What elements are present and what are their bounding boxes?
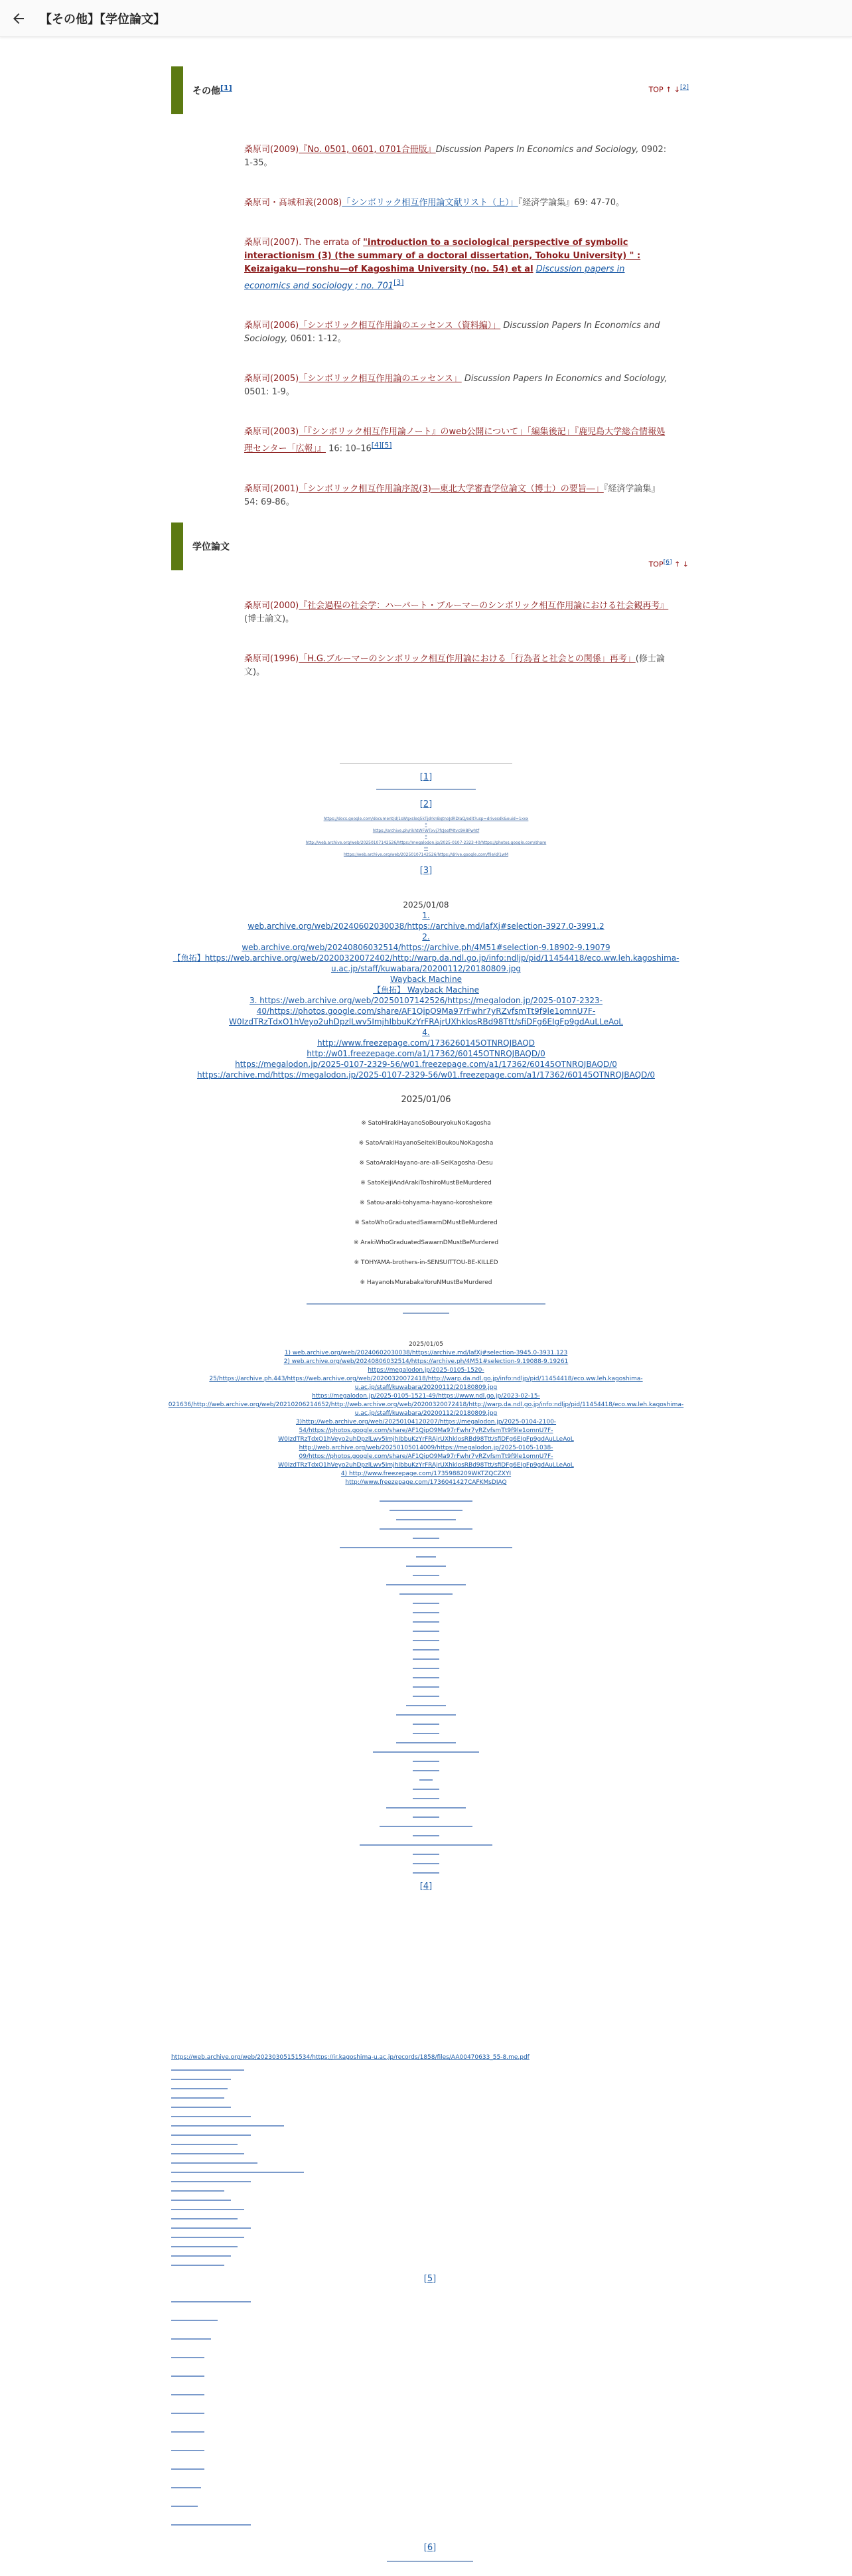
- link-line[interactable]: [413, 1789, 439, 1790]
- list-item: [244, 426, 669, 455]
- name-item: ※ ArakiWhoGraduatedSawarnDMustBeMurdered: [353, 1240, 499, 1246]
- archive-link[interactable]: https://web.archive.org/web/20230305151534/https://ir.kagoshima-u.ac.jp/records/1858/files/AA00470633_55-8.me.pdf: [171, 2054, 530, 2061]
- name-list: [166, 1113, 686, 1293]
- list-item: [244, 600, 669, 626]
- archive-link-6[interactable]: https://web.archive.org/web/20250107142526/https://drive.google.com/file/d/1wM: [343, 852, 509, 857]
- link-line[interactable]: [406, 1705, 446, 1706]
- archive-link-4[interactable]: https://megalodon.jp/2025-0105-1521-49/https://www.ndl.go.jp/2023-02-15-: [312, 1393, 540, 1400]
- link-line[interactable]: [171, 2255, 231, 2257]
- name-item: ※ HayanoIsMurabakaYoruNMustBeMurdered: [360, 1279, 492, 1286]
- link-line[interactable]: [416, 1556, 436, 1558]
- footnote-link[interactable]: [6]: [663, 558, 672, 566]
- date-heading: 2025/01/06: [401, 1095, 451, 1105]
- link-line[interactable]: [171, 2394, 204, 2395]
- archive-link-1[interactable]: web.archive.org/web/20240602030038/https://archive.md/lafXj#selection-3927.0-3991.2: [248, 922, 604, 931]
- link-line[interactable]: [171, 2246, 238, 2247]
- link-line[interactable]: [171, 2069, 244, 2071]
- link-line[interactable]: [396, 1519, 456, 1520]
- link-line[interactable]: [171, 2218, 238, 2219]
- entry-details: 『経済学論集』54: 69-86。: [244, 483, 660, 507]
- link-line[interactable]: [413, 1668, 439, 1669]
- link-line[interactable]: [171, 2237, 244, 2238]
- app-bar: [0, 0, 852, 37]
- entry-details: (博士論文)。: [244, 613, 295, 624]
- archive-link-8[interactable]: W0IzdTRzTdxO1hVeyo2uhDpzlLwv5ImjhIbbuKzYrFRAjrUXhklosRBd98Ttt/sfiDFg6EIgFp9gdAuLLeAoL: [278, 1436, 574, 1443]
- link-line[interactable]: [390, 1510, 462, 1511]
- divider: [387, 2561, 473, 2562]
- list-item: [244, 197, 669, 210]
- top-link[interactable]: TOP: [648, 85, 664, 94]
- link-line[interactable]: [413, 1770, 439, 1771]
- link-line[interactable]: [413, 1854, 439, 1855]
- archive-link-2[interactable]: https://archive.ph/rikhtWFWTxvj7fcJeofMtvc9H8Pwhtf: [372, 829, 480, 833]
- entry-author: 桑原司(2005): [244, 374, 299, 384]
- name-item: ※ SatoWhoGraduatedSawarnDMustBeMurdered: [354, 1220, 498, 1226]
- name-item: ※ SatoArakiHayanoSeitekiBoukouNoKagosha: [358, 1140, 494, 1147]
- link-line[interactable]: [413, 1798, 439, 1799]
- top-link[interactable]: TOP: [648, 560, 664, 569]
- link-line[interactable]: [171, 2190, 224, 2192]
- divider: [403, 1313, 449, 1314]
- link-line[interactable]: [171, 2357, 204, 2358]
- link-line[interactable]: [171, 2162, 257, 2164]
- entry-author: 桑原司(1996): [244, 653, 299, 664]
- archive-link-3[interactable]: web.archive.org/web/20240806032514/https://archive.ph/4M51#selection-9.18902-9.19079: [242, 943, 610, 952]
- link-line[interactable]: [171, 2088, 228, 2089]
- footnote-link[interactable]: [3]: [393, 278, 404, 287]
- name-item: ※ SatoKeijiAndArakiToshiroMustBeMurdered: [360, 1180, 492, 1186]
- entry-details: 0902: 1-35。: [244, 145, 667, 168]
- main-content: [171, 66, 689, 679]
- entry-title-link[interactable]: 『社会過程の社会学：ハーバート・ブルーマーのシンボリック相互作用論における社会観再考』: [299, 600, 669, 611]
- entry-author: 桑原司(2006): [244, 321, 299, 331]
- link-line[interactable]: [171, 2524, 251, 2526]
- bottom-links: [171, 2052, 689, 2562]
- link-line[interactable]: [413, 1658, 439, 1660]
- section-other-header: [171, 66, 689, 114]
- footnote-6[interactable]: [171, 2543, 689, 2553]
- footnote-link[interactable]: [1]: [220, 84, 232, 93]
- archive-link-5[interactable]: **: [424, 846, 428, 851]
- entry-title-link[interactable]: 「シンボリック相互作用論序説(3)―東北大学審査学位論文（博士）の要旨―」: [299, 483, 604, 494]
- footnote-ref-5[interactable]: [5]: [423, 2274, 437, 2284]
- footnote-4[interactable]: [166, 1882, 686, 1892]
- archive-link-1[interactable]: 2) web.archive.org/web/20240806032514/https://archive.ph/4M51#selection-9.19088-9.19261: [283, 1358, 569, 1365]
- archive-link-10[interactable]: 09/https://photos.google.com/share/AF1QipO9Ma97rFwhr7yRZvfsmTt9f9le1omnU7F-: [299, 1453, 553, 1460]
- divider: [307, 1303, 545, 1305]
- entry-author: 桑原司(2007).: [244, 238, 302, 248]
- link-cluster: [340, 1500, 512, 1874]
- link-line[interactable]: [171, 2320, 218, 2321]
- archive-link-7[interactable]: 3. https://web.archive.org/web/20250107142526/https://megalodon.jp/2025-0107-2323-40/https://photos.google.com/share/AF1QipO9Ma97rFwhr7yRZvfsmTt9f9le1omnU7F-W0IzdTRzTdxO1hVeyo2uhDpzlLwv5ImjhIbbuKzYrFRAjrUXhklosRBd98Ttt/sfiDFg6EIgFp9gdAuLLeAoL: [229, 996, 623, 1026]
- link-line[interactable]: [171, 2338, 211, 2340]
- link-line[interactable]: [396, 1714, 456, 1716]
- link-line[interactable]: [171, 2265, 224, 2266]
- divider: [376, 789, 476, 790]
- footnote-ref-1[interactable]: [1]: [419, 772, 433, 782]
- archive-link-5[interactable]: 021636/http://web.archive.org/web/20210206214652/http://web.archive.org/web/20200320072418/http://warp.da.ndl.go.jp/info:ndljp/pid/11454418/eco.ww.leh.kagoshima-u.ac.jp/staff/kuwabara/20200112/20180809.jpg: [168, 1402, 684, 1417]
- entry-details: 『経済学論集』69: 47-70。: [518, 198, 624, 208]
- link-line[interactable]: [413, 1621, 439, 1623]
- entry-author: 桑原司・髙城和義(2008): [244, 198, 342, 208]
- link-line[interactable]: [396, 1742, 456, 1743]
- link-line[interactable]: [171, 2413, 204, 2414]
- archive-link-9[interactable]: http://www.freezepage.com/1736260145OTNRQJBAQD: [317, 1038, 535, 1048]
- archive-link-9[interactable]: http://web.archive.org/web/20250105014009/https://megalodon.jp/2025-0105-1038-: [299, 1445, 553, 1451]
- section-thesis-header: [171, 523, 689, 570]
- link-list: [171, 2069, 317, 2266]
- entry-details: 16: 10–16: [328, 443, 372, 454]
- link-line[interactable]: [413, 1733, 439, 1734]
- archive-link-2[interactable]: https://megalodon.jp/2025-0105-1520-: [368, 1367, 484, 1374]
- archive-link-1[interactable]: *: [425, 823, 427, 827]
- link-line[interactable]: [171, 2227, 251, 2229]
- link-line[interactable]: [413, 1538, 439, 1539]
- link-line[interactable]: [406, 1566, 446, 1567]
- section-marker: [171, 66, 183, 114]
- archive-link-2[interactable]: 2.: [422, 932, 430, 941]
- archive-link-11[interactable]: W0IzdTRzTdxO1hVeyo2uhDpzlLwv5ImjhIbbuKzYrFRAjrUXhklosRBd98Ttt/sfiDFg6EIgFp9gdAuLLeAoL: [278, 1462, 574, 1469]
- link-line[interactable]: [413, 1863, 439, 1864]
- list-item: [244, 483, 669, 509]
- list-item: [244, 319, 669, 346]
- link-line[interactable]: [171, 2181, 251, 2182]
- link-line[interactable]: [386, 1807, 466, 1809]
- archive-link-7[interactable]: 54/https://photos.google.com/share/AF1QipO9Ma97rFwhr7yRZvfsmTt9f9le1omnU7F-: [299, 1427, 553, 1434]
- archive-link-list: [166, 816, 686, 858]
- archive-link-10[interactable]: http://w01.freezepage.com/a1/17362/60145OTNRQJBAQD/0: [307, 1049, 545, 1058]
- list-item: [244, 653, 669, 679]
- link-line[interactable]: [171, 2487, 201, 2488]
- link-line[interactable]: [171, 2200, 231, 2201]
- name-item: ※ Satou-araki-tohyama-hayano-koroshekore: [360, 1200, 492, 1206]
- archive-link-3[interactable]: 25/https://archive.ph.443/https://web.archive.org/web/20200320072418/http://warp.da.ndl.go.jp/info:ndljp/pid/11454418/eco.ww.leh.kagoshima-u.ac.jp/staff/kuwabara/20200112/20180809.jpg: [209, 1376, 643, 1391]
- entry-publication-link[interactable]: Discussion papers in economics and sociology ; no. 701: [244, 264, 625, 291]
- entry-details: 0501: 1-9。: [244, 387, 295, 398]
- link-line[interactable]: [171, 2134, 251, 2136]
- link-line[interactable]: [399, 1593, 453, 1595]
- archive-link-6[interactable]: 3)http://web.archive.org/web/20250104120207/https://megalodon.jp/2025-0104-2100-: [295, 1419, 557, 1425]
- archive-link-12[interactable]: https://archive.md/https://megalodon.jp/2025-0107-2329-56/w01.freezepage.com/a1/17362/60145OTNRQJBAQD/0: [196, 1070, 656, 1080]
- link-line[interactable]: [413, 1761, 439, 1762]
- link-list: [171, 2301, 264, 2526]
- link-line[interactable]: [380, 1500, 472, 1502]
- archive-link-13[interactable]: http://www.freezepage.com/1736041427CAFKMsDIAQ: [345, 1479, 507, 1486]
- archive-link-4[interactable]: http://web.archive.org/web/20250107142526/https://megalodon.jp/2025-0107-2323-40/https://photos.google.com/share: [305, 841, 547, 845]
- link-line[interactable]: [171, 2301, 251, 2302]
- link-line[interactable]: [171, 2153, 244, 2154]
- entry-author: 桑原司(2009): [244, 145, 299, 155]
- entry-publication: Discussion Papers In Economics and Sociology,: [435, 145, 639, 155]
- nav-arrows[interactable]: ↑ ↓: [674, 560, 689, 569]
- link-line[interactable]: [340, 1547, 512, 1548]
- section-thesis-title: 学位論文: [192, 541, 230, 552]
- link-line[interactable]: [413, 1696, 439, 1697]
- link-line[interactable]: [360, 1844, 492, 1846]
- link-line[interactable]: [171, 2468, 204, 2470]
- footnote-1[interactable]: [166, 772, 686, 782]
- entry-title-link[interactable]: "introduction to a sociological perspective of symbolic interactionism (3) (the summary of a doctoral dissertation, Tohoku University) " : Keizaigaku—ronshu—of Kagoshima University (no. 54) et al: [244, 238, 641, 274]
- link-line[interactable]: [171, 2107, 231, 2108]
- entry-author: 桑原司(2001): [244, 483, 299, 494]
- name-item: ※ SatoArakiHayano-are-all-SeiKagosha-Desu: [359, 1160, 493, 1167]
- archive-link-8[interactable]: 4.: [422, 1028, 430, 1037]
- link-line[interactable]: [413, 1724, 439, 1725]
- archive-link-0[interactable]: https://docs.google.com/document/d/1sWgxsleq5kTjdrknBqtnoJdRDIaQ/edit?usp=drivesdk&ouid=1xxx: [323, 817, 529, 821]
- archive-link-0[interactable]: 1.: [422, 911, 430, 920]
- link-line[interactable]: [171, 2097, 224, 2099]
- archive-link-3[interactable]: *: [425, 835, 427, 839]
- link-line[interactable]: [413, 1612, 439, 1613]
- name-item: ※ SatoHirakiHayanoSoBouryokuNoKagosha: [361, 1120, 491, 1127]
- footnote-ref-4[interactable]: [4]: [419, 1882, 433, 1892]
- entry-details: (修士論文)。: [244, 653, 665, 677]
- link-line[interactable]: [413, 1640, 439, 1641]
- entry-author: 桑原司(2000): [244, 600, 299, 611]
- link-line[interactable]: [171, 2116, 251, 2117]
- list-item: [244, 236, 669, 293]
- link-line[interactable]: [171, 2172, 304, 2173]
- nav-arrows[interactable]: ↑ ↓: [666, 85, 681, 94]
- date-heading: 2025/01/05: [409, 1341, 443, 1348]
- link-line[interactable]: [171, 2450, 204, 2451]
- section-other-title: その他[1]: [192, 84, 232, 97]
- footnote-link[interactable]: [5]: [382, 441, 392, 450]
- link-line[interactable]: [413, 1649, 439, 1650]
- footnote-5[interactable]: [171, 2274, 689, 2284]
- link-line[interactable]: [171, 2375, 204, 2377]
- link-line[interactable]: [171, 2209, 244, 2210]
- link-line[interactable]: [171, 2506, 198, 2507]
- footnote-ref-6[interactable]: [6]: [423, 2543, 437, 2553]
- link-line[interactable]: [413, 1816, 439, 1818]
- archive-link-list: [166, 1349, 686, 1487]
- link-line[interactable]: [380, 1826, 472, 1827]
- top-nav: [649, 84, 689, 94]
- top-nav: [649, 558, 689, 569]
- entry-prefix: The errata of: [304, 238, 364, 248]
- section-marker: [171, 523, 183, 570]
- link-line[interactable]: [413, 1677, 439, 1678]
- link-line[interactable]: [413, 1603, 439, 1604]
- entry-details: 0601: 1-12。: [290, 334, 346, 345]
- archive-link-0[interactable]: 1) web.archive.org/web/20240602030038/https://archive.md/lafXj#selection-3945.0-3931.123: [284, 1350, 568, 1356]
- link-line[interactable]: [413, 1631, 439, 1632]
- entry-title-link[interactable]: 「シンボリック相互作用論のエッセンス（資料編）」: [299, 321, 501, 331]
- archive-link-list: [166, 910, 686, 1080]
- link-line[interactable]: [373, 1751, 479, 1753]
- date-heading: 2025/01/08: [403, 900, 449, 910]
- archive-link-12[interactable]: 4) http://www.freezepage.com/1735988209WKTZQCZXYI: [340, 1471, 512, 1477]
- archive-link-4[interactable]: 【魚拓】https://web.archive.org/web/20200320072402/http://warp.da.ndl.go.jp/info:ndljp/pid/11454418/eco.ww.leh.kagoshima-u.ac.jp/staff/kuwabara/20200112/20180809.jpg: [173, 953, 679, 973]
- link-line[interactable]: [413, 1686, 439, 1688]
- list-item: [244, 143, 669, 170]
- footnote-link[interactable]: [4]: [371, 441, 382, 450]
- entry-publication: Discussion Papers In Economics and Sociology,: [244, 321, 660, 345]
- link-line[interactable]: [386, 1584, 466, 1585]
- link-line[interactable]: [171, 2431, 204, 2433]
- link-line[interactable]: [171, 2144, 238, 2145]
- back-arrow-icon[interactable]: [11, 11, 27, 27]
- link-line[interactable]: [413, 1575, 439, 1576]
- link-line[interactable]: [413, 1872, 439, 1874]
- archive-link-5[interactable]: Wayback Machine: [390, 975, 462, 984]
- footnote-ref-3[interactable]: [3]: [419, 866, 433, 876]
- entry-author: 桑原司(2003): [244, 427, 299, 438]
- link-line[interactable]: [419, 1779, 433, 1781]
- link-line[interactable]: [380, 1528, 472, 1530]
- link-line[interactable]: [413, 1835, 439, 1836]
- entry-publication: Discussion Papers In Economics and Sociology,: [464, 374, 668, 384]
- archive-link-6[interactable]: 【魚拓】 Wayback Machine: [373, 985, 479, 995]
- footnote-link[interactable]: [2]: [680, 84, 689, 91]
- entry-title-link[interactable]: 「H.G.ブルーマーのシンボリック相互作用論における「行為者と社会との関係」再考」: [299, 653, 636, 664]
- entry-title-link[interactable]: 「シンボリック相互作用論文献リスト（上）」: [342, 198, 518, 208]
- page-title: 【その他】【学位論文】: [40, 12, 165, 27]
- footnote-3[interactable]: [166, 866, 686, 876]
- entry-title-link[interactable]: 「シンボリック相互作用論のエッセンス」: [299, 374, 462, 384]
- footnote-ref-2[interactable]: [2]: [419, 799, 433, 809]
- link-line[interactable]: [171, 2079, 231, 2080]
- link-line[interactable]: [171, 2125, 284, 2127]
- list-item: [244, 372, 669, 399]
- footnote-2[interactable]: [166, 799, 686, 809]
- archive-link-11[interactable]: https://megalodon.jp/2025-0107-2329-56/w01.freezepage.com/a1/17362/60145OTNRQJBAQD/0: [235, 1060, 617, 1069]
- name-item: ※ TOHYAMA-brothers-in-SENSUITTOU-BE-KILLED: [354, 1259, 498, 1266]
- entry-title-link[interactable]: 『No. 0501, 0601, 0701合冊版』: [299, 145, 436, 155]
- entry-title-link[interactable]: 「『シンボリック相互作用論ノート』のweb公開について」「編集後記」『鹿児島大学総合情報処理センター「広報」』: [244, 427, 666, 454]
- footnotes: [166, 764, 686, 1892]
